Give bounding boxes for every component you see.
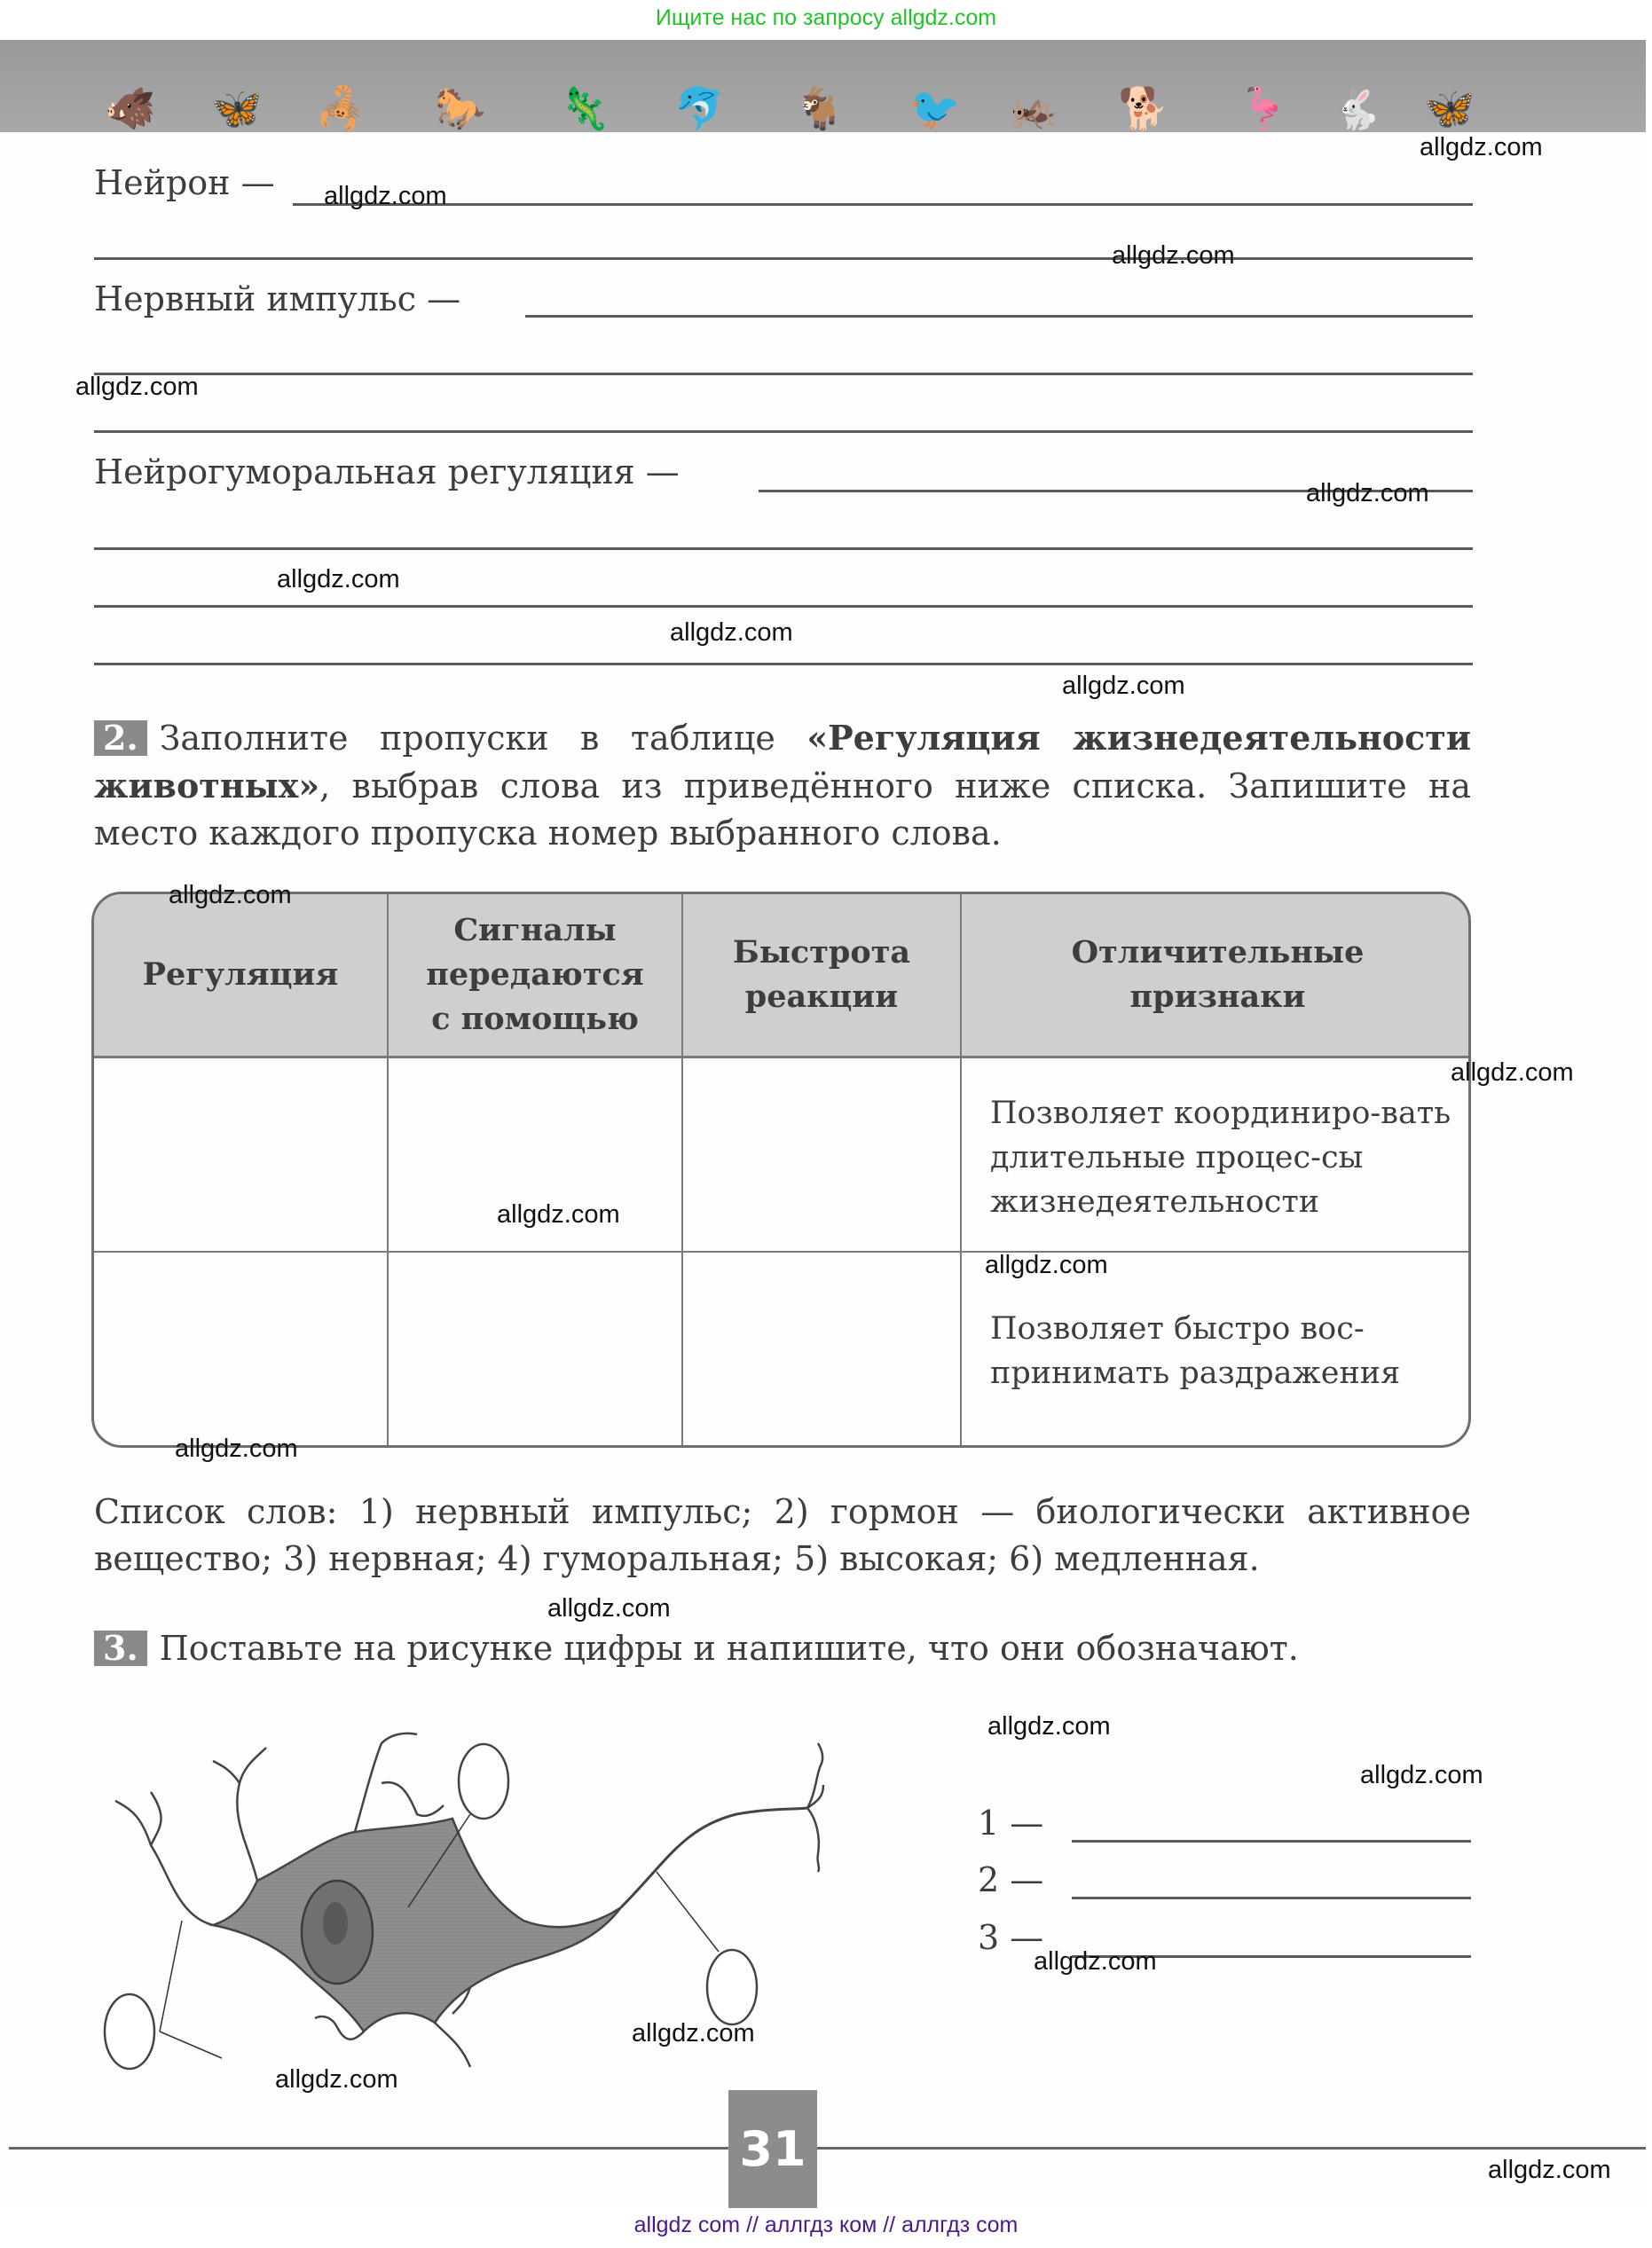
- watermark: allgdz.com: [1306, 479, 1429, 507]
- answer-label-2: 2 —: [978, 1860, 1044, 1899]
- watermark: allgdz.com: [1112, 241, 1235, 270]
- watermark: allgdz.com: [670, 618, 793, 647]
- goat-icon: 🐐: [794, 84, 846, 132]
- answer-line[interactable]: [94, 663, 1473, 665]
- bottom-promo-link[interactable]: allgdz com // аллгдз ком // аллгдз com: [633, 2213, 1019, 2237]
- label-circle[interactable]: [707, 1950, 757, 2024]
- cell-row2-signals[interactable]: [389, 1254, 680, 1448]
- cell-row2-features: Позволяет быстро вос-принимать раздражения: [990, 1311, 1401, 1391]
- label-circle[interactable]: [459, 1744, 508, 1819]
- task-2-instructions: 2. Заполните пропуски в таблице «Регуляция жизнедеятельности животных», выбрав слова из приведённого ниже списка. Запишите на место каждого пропуска номер выбранного слова.: [94, 718, 1472, 853]
- answer-line[interactable]: [94, 373, 1473, 375]
- watermark: allgdz.com: [1451, 1058, 1574, 1087]
- axon: [621, 1808, 807, 1907]
- watermark: allgdz.com: [75, 373, 199, 401]
- page-number: 31: [728, 2090, 817, 2208]
- cell-body: [213, 1819, 621, 2032]
- dog-icon: 🐕: [1118, 84, 1169, 132]
- butterfly-icon: 🦋: [211, 84, 263, 132]
- answer-line[interactable]: [94, 547, 1473, 550]
- top-promo-link[interactable]: Ищите нас по запросу allgdz.com: [655, 5, 997, 30]
- flamingo-icon: 🦩: [1238, 84, 1289, 132]
- word-list: Список слов: 1) нервный импульс; 2) гормон — биологически активное вещество; 3) нервная; 4) гуморальная; 5) высокая; 6) медленная.: [94, 1492, 1471, 1578]
- task-number-badge: 3.: [94, 1631, 147, 1666]
- watermark: allgdz.com: [1360, 1761, 1483, 1789]
- task-number-badge: 2.: [94, 720, 147, 756]
- answer-line-2[interactable]: [1072, 1897, 1471, 1899]
- watermark: allgdz.com: [1062, 672, 1185, 700]
- scorpion-icon: 🦂: [315, 84, 366, 132]
- watermark: allgdz.com: [324, 182, 447, 210]
- animal-banner: [0, 40, 1646, 132]
- answer-line[interactable]: [94, 257, 1473, 260]
- watermark: allgdz.com: [497, 1200, 620, 1229]
- butterfly-icon: 🦋: [1424, 84, 1475, 132]
- watermark: allgdz.com: [547, 1594, 671, 1623]
- answer-line[interactable]: [293, 203, 1473, 206]
- watermark: allgdz.com: [1488, 2156, 1611, 2184]
- dolphin-icon: 🐬: [674, 84, 726, 132]
- regulation-table: [91, 892, 1471, 1448]
- answer-line[interactable]: [525, 315, 1473, 318]
- header-reaction-speed: Быстрота реакции: [732, 934, 911, 1015]
- watermark: allgdz.com: [175, 1434, 298, 1463]
- watermark: allgdz.com: [632, 2019, 755, 2048]
- boar-icon: 🐗: [105, 84, 156, 132]
- answer-label-1: 1 —: [978, 1804, 1044, 1843]
- term-neurohumoral-regulation: Нейрогуморальная регуляция —: [94, 452, 680, 491]
- neuron-diagram: [98, 1730, 940, 2076]
- header-regulation: Регуляция: [142, 956, 339, 993]
- watermark: allgdz.com: [987, 1712, 1111, 1741]
- cell-row1-speed[interactable]: [683, 1058, 958, 1249]
- table-title: «Регуляция жизнедеятельности животных»: [94, 718, 1472, 806]
- header-signals: Сигналы передаются с помощью: [426, 912, 644, 1037]
- term-nerve-impulse: Нервный импульс —: [94, 279, 461, 318]
- cell-row1-features: Позволяет координиро-вать длительные процес-сы жизнедеятельности: [990, 1096, 1451, 1220]
- watermark: allgdz.com: [1420, 133, 1543, 161]
- watermark: allgdz.com: [169, 881, 292, 909]
- nucleolus: [323, 1902, 348, 1945]
- watermark: allgdz.com: [1034, 1947, 1157, 1976]
- watermark: allgdz.com: [985, 1251, 1108, 1279]
- task-3-instructions: 3. Поставьте на рисунке цифры и напишите, что они обозначают.: [94, 1625, 1471, 1672]
- footer-rule: [9, 2147, 1646, 2150]
- answer-line[interactable]: [94, 430, 1473, 433]
- answer-line[interactable]: [94, 605, 1473, 608]
- cell-row1-regulation[interactable]: [94, 1058, 385, 1249]
- lizard-icon: 🦎: [559, 84, 610, 132]
- insect-icon: 🦗: [1007, 84, 1058, 132]
- cell-row2-regulation[interactable]: [94, 1254, 385, 1448]
- horse-icon: 🐎: [435, 84, 486, 132]
- answer-line-1[interactable]: [1072, 1840, 1471, 1843]
- term-neuron: Нейрон —: [94, 163, 275, 202]
- answer-label-3: 3 —: [978, 1918, 1044, 1957]
- watermark: allgdz.com: [277, 565, 400, 593]
- rabbit-icon: 🐇: [1331, 84, 1382, 132]
- cell-row2-speed[interactable]: [683, 1254, 958, 1448]
- header-features: Отличительные признаки: [1071, 934, 1365, 1015]
- label-circle[interactable]: [105, 1994, 154, 2069]
- bird-icon: 🐦: [909, 84, 961, 132]
- watermark: allgdz.com: [275, 2065, 398, 2094]
